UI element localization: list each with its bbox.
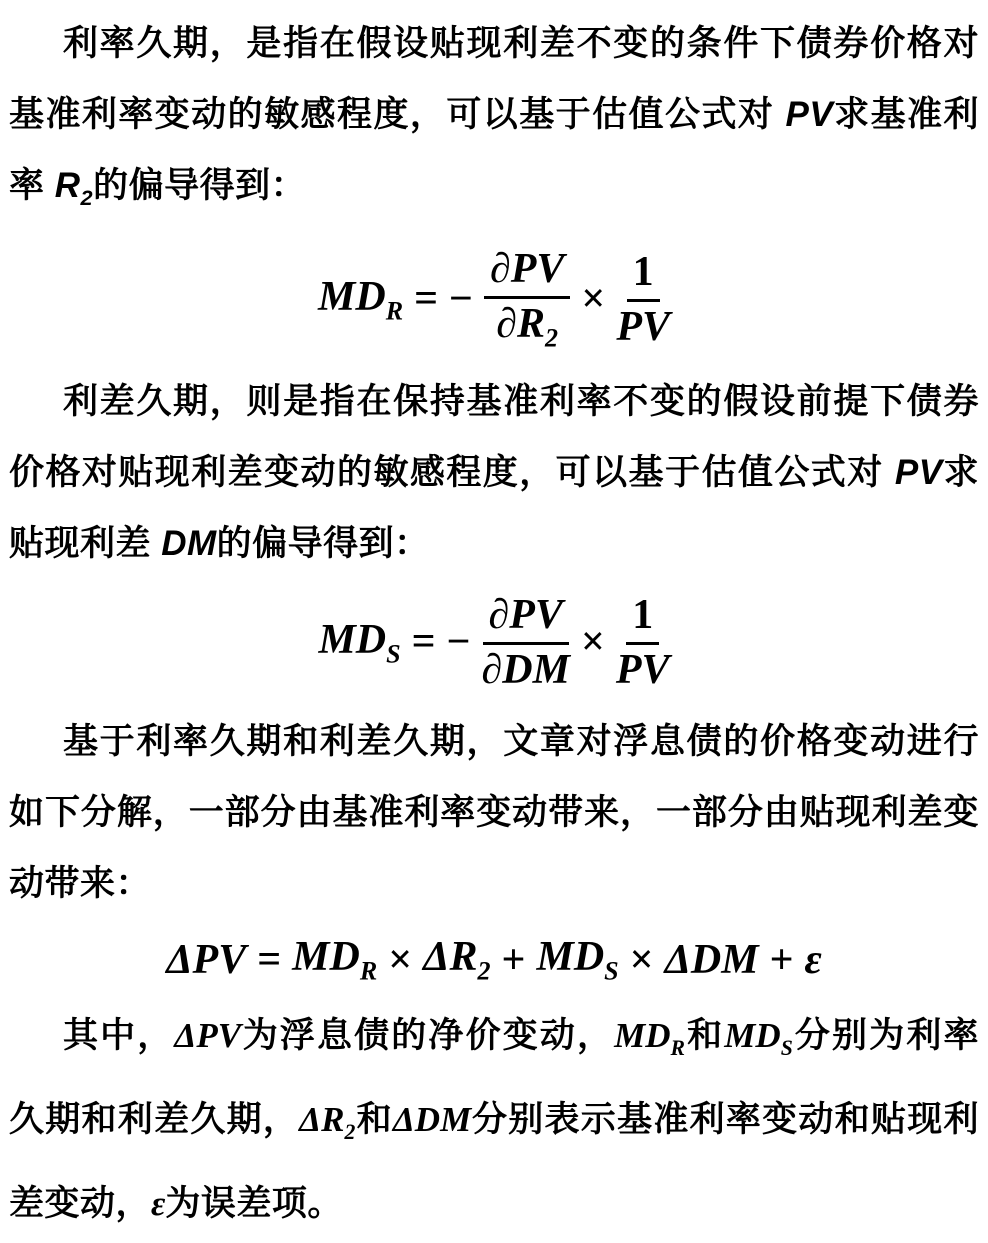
math-subscript: 2	[545, 323, 559, 353]
math-term-epsilon: ε	[804, 936, 822, 983]
fraction-dpv-dr2	[484, 247, 570, 352]
math-subscript: R	[359, 956, 378, 986]
text-segment: 和	[355, 1100, 393, 1140]
times-sign: ×	[388, 936, 413, 983]
fraction-denominator: PV	[616, 303, 670, 350]
text-segment: 求贴现利差	[9, 452, 979, 563]
math-var-mdr: MD	[614, 1016, 671, 1056]
text-segment: 分别表示基准利率变动和贴现利差变动，	[9, 1100, 979, 1224]
math-subscript: R	[385, 296, 404, 326]
math-subscript: S	[604, 956, 619, 986]
formula-price-decomposition	[9, 933, 979, 986]
fraction-one-over-pv	[616, 593, 670, 692]
paragraph-spread-duration	[9, 366, 979, 579]
math-term-ddm: ΔDM	[664, 936, 759, 983]
fraction-dpv-ddm	[482, 593, 570, 692]
math-var-dpv: ΔPV	[174, 1016, 242, 1056]
math-var-dr2: ΔR	[299, 1100, 345, 1140]
math-subscript: S	[386, 639, 401, 669]
math-subscript: R	[670, 1036, 686, 1061]
math-var-epsilon: ε	[151, 1184, 166, 1224]
math-var-r: R	[54, 166, 81, 205]
math-subscript: S	[780, 1036, 794, 1061]
paragraph-decomposition-intro	[9, 706, 979, 919]
text-segment: 其中，	[63, 1016, 175, 1056]
math-var-pv: PV	[785, 95, 834, 134]
paragraph-notation-explanation	[9, 1000, 979, 1239]
text-segment: 利差久期，则是指在保持基准利率不变的假设前提下债券价格对贴现利差变动的敏感程度，可以基于估值公式对	[9, 381, 979, 492]
fraction-numerator: ∂PV	[483, 593, 569, 645]
formula-spread-duration	[9, 593, 979, 692]
math-var: MD	[536, 934, 605, 981]
math-term-mdr	[318, 273, 403, 326]
fraction-denominator: ∂DM	[481, 646, 570, 693]
fraction-denominator: PV	[615, 646, 670, 693]
math-subscript: 2	[80, 185, 94, 210]
math-term-dr2	[423, 933, 490, 986]
math-var-pv: PV	[894, 452, 943, 492]
minus-sign: −	[449, 276, 473, 323]
text-segment: 利率久期，是指在假设贴现利差不变的条件下债券价格对基准利率变动的敏感程度，可以基于估值公式对	[9, 24, 979, 134]
math-var-mds: MD	[724, 1016, 781, 1056]
plus-sign: +	[501, 936, 526, 983]
math-var-dm: DM	[161, 523, 217, 563]
fraction-numerator: 1	[627, 250, 660, 302]
times-sign: ×	[581, 276, 606, 323]
math-var: ∂R	[496, 301, 546, 348]
times-sign: ×	[629, 936, 654, 983]
minus-sign: −	[446, 619, 471, 666]
math-var: MD	[318, 273, 386, 320]
text-segment: 为误差项。	[165, 1184, 343, 1224]
math-subscript: 2	[344, 1120, 356, 1145]
equals-sign: =	[257, 936, 282, 983]
math-var: MD	[292, 934, 360, 981]
text-segment: 求基准利率	[9, 95, 979, 205]
text-segment: 分别为利率久期和利差久期，	[9, 1016, 979, 1140]
text-segment: 和	[685, 1016, 725, 1056]
math-term-mds	[536, 933, 618, 986]
text-segment: 的偏导得到：	[216, 523, 430, 563]
formula-interest-rate-duration	[9, 247, 979, 352]
fraction-numerator: ∂PV	[484, 247, 570, 299]
math-var: ΔR	[423, 934, 478, 981]
math-term-mdr	[292, 933, 377, 986]
times-sign: ×	[580, 619, 605, 666]
fraction-numerator: 1	[626, 593, 659, 645]
text-segment: 基于利率久期和利差久期，文章对浮息债的价格变动进行如下分解，一部分由基准利率变动带来，一部分由贴现利差变动带来：	[9, 722, 979, 904]
equals-sign: =	[411, 619, 436, 666]
math-term-mds	[318, 616, 400, 669]
math-var: MD	[318, 616, 387, 663]
equals-sign: =	[414, 276, 438, 323]
fraction-denominator	[496, 299, 558, 352]
math-subscript: 2	[477, 956, 491, 986]
plus-sign: +	[769, 936, 794, 983]
text-segment: 的偏导得到：	[93, 166, 307, 205]
paragraph-interest-rate-duration	[9, 8, 979, 233]
text-segment: 为浮息债的净价变动，	[241, 1016, 615, 1056]
math-term-dpv: ΔPV	[166, 936, 247, 983]
math-var-ddm: ΔDM	[392, 1100, 472, 1140]
fraction-one-over-pv	[616, 250, 670, 349]
